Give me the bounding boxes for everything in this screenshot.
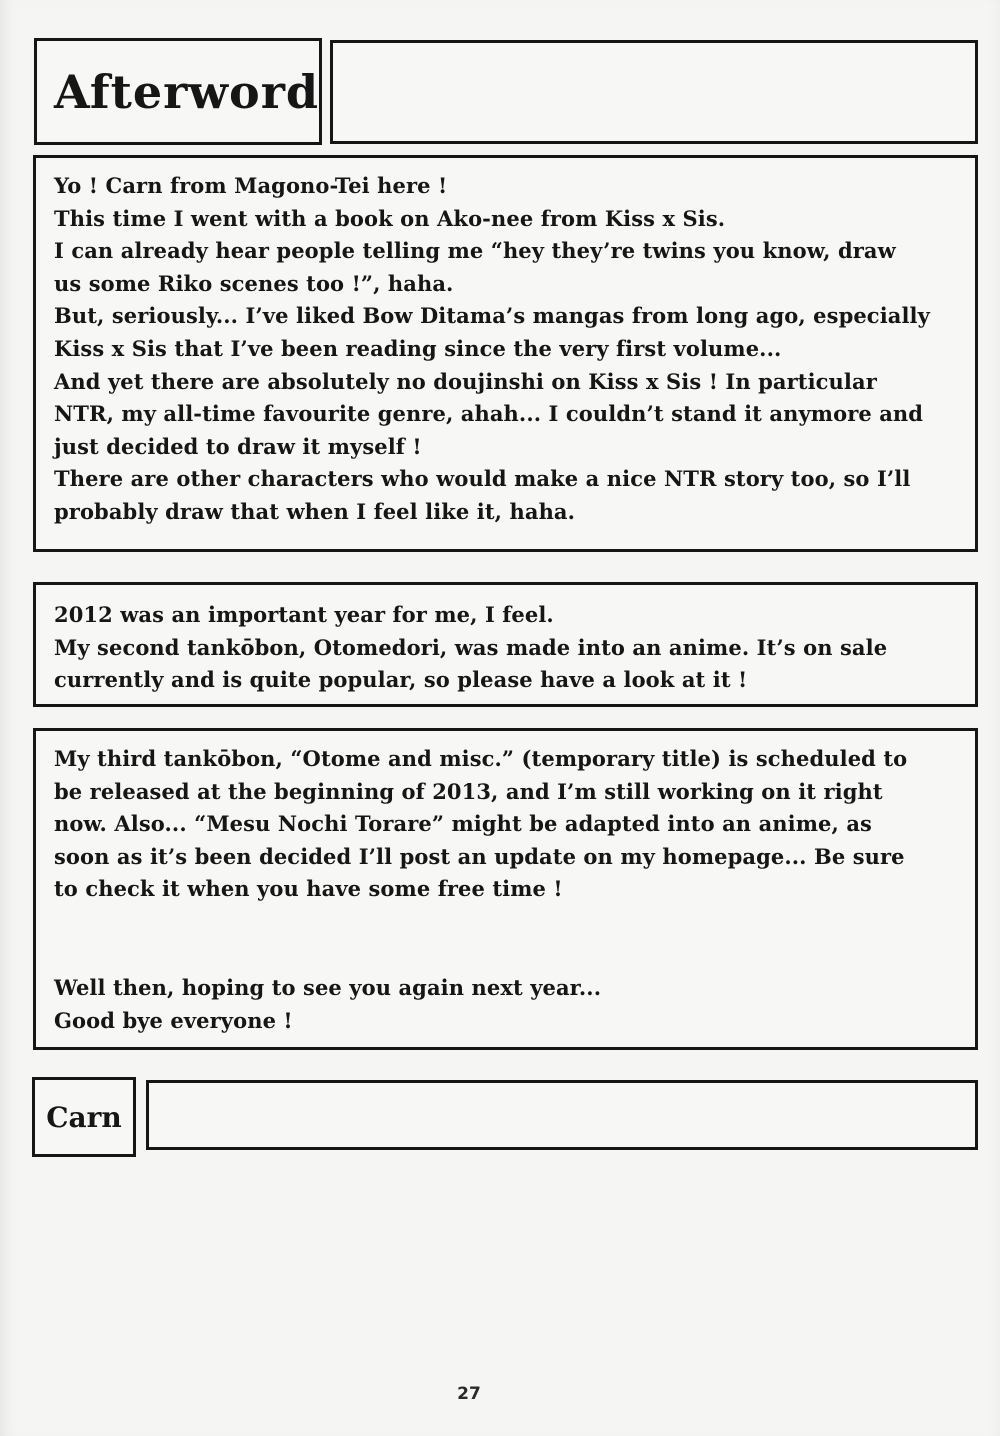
text-line: There are other characters who would make a nice NTR story too, so I’ll [54,466,911,492]
text-line: 2012 was an important year for me, I feel. [54,602,554,627]
year-2012-box [33,582,978,707]
page-number: 27 [457,1384,481,1404]
text-line: currently and is quite popular, so please have a look at it ! [54,667,748,693]
text-line: This time I went with a book on Ako-nee from Kiss x Sis. [54,205,726,231]
text-line: Good bye everyone ! [54,1007,293,1033]
upcoming-works-paragraph [54,743,961,906]
text-line: My second tankōbon, Otomedori, was made into an anime. It’s on sale [54,634,888,660]
text-line: soon as it’s been decided I’ll post an update on my homepage... Be sure [54,843,905,869]
text-line: us some Riko scenes too !”, haha. [54,270,454,296]
signature-blank-box [146,1080,978,1150]
author-signature: Carn [46,1100,122,1134]
text-line: be released at the beginning of 2013, and I’m still working on it right [54,778,883,804]
text-line: Yo ! Carn from Magono-Tei here ! [54,173,448,198]
text-line: now. Also... “Mesu Nochi Torare” might be adapted into an anime, as [54,811,872,837]
text-line: But, seriously... I’ve liked Bow Ditama’s mangas from long ago, especially [54,303,930,329]
main-text-box [33,155,978,552]
text-line: Well then, hoping to see you again next year... [54,974,602,1000]
farewell-paragraph [54,972,961,1037]
text-line: Kiss x Sis that I’ve been reading since the very first volume... [54,335,782,361]
page-title: Afterword [54,64,320,119]
header-blank-box [330,40,978,144]
text-line: probably draw that when I feel like it, haha. [54,498,576,524]
text-line: to check it when you have some free time ! [54,876,563,902]
title-box [34,38,322,145]
text-line: And yet there are absolutely no doujinshi on Kiss x Sis ! In particular [54,368,877,394]
text-line: My third tankōbon, “Otome and misc.” (temporary title) is scheduled to [54,746,908,771]
text-line: I can already hear people telling me “hey they’re twins you know, draw [54,238,896,264]
signature-box [32,1077,136,1157]
text-line: just decided to draw it myself ! [54,433,422,459]
upcoming-works-box [33,728,978,1050]
text-line: NTR, my all-time favourite genre, ahah... I couldn’t stand it anymore and [54,401,924,427]
